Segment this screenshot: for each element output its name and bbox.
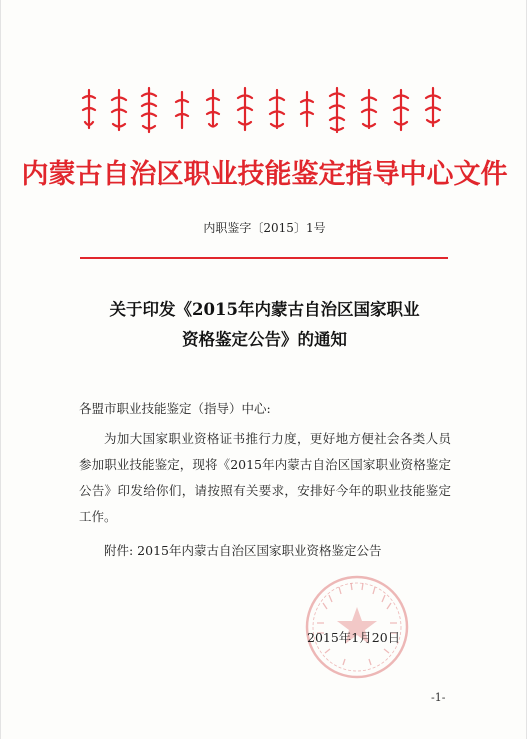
red-divider-line — [80, 257, 448, 259]
attachment-line: 附件: 2015年内蒙古自治区国家职业资格鉴定公告 — [104, 543, 382, 558]
body-paragraph: 为加大国家职业资格证书推行力度，更好地方便社会各类人员参加职业技能鉴定，现将《2015年内蒙古自治区国家职业资格鉴定公告》印发给你们，请按照有关要求，安排好今年的职业技能鉴定工作。 — [79, 431, 451, 524]
notice-title — [1, 295, 527, 355]
document-number: 内职鉴字〔2015〕1号 — [203, 221, 326, 235]
notice-title-line-1: 关于印发《2015年内蒙古自治区国家职业 — [109, 300, 420, 319]
page-number: -1- — [431, 691, 446, 704]
document-header-title: 内蒙古自治区职业技能鉴定指导中心文件 — [21, 159, 508, 190]
notice-title-line-2: 资格鉴定公告》的通知 — [182, 330, 347, 349]
official-red-seal — [303, 573, 411, 681]
mongolian-script-header — [79, 86, 459, 136]
salutation: 各盟市职业技能鉴定（指导）中心: — [79, 401, 271, 416]
issue-date: 2015年1月20日 — [307, 630, 401, 645]
